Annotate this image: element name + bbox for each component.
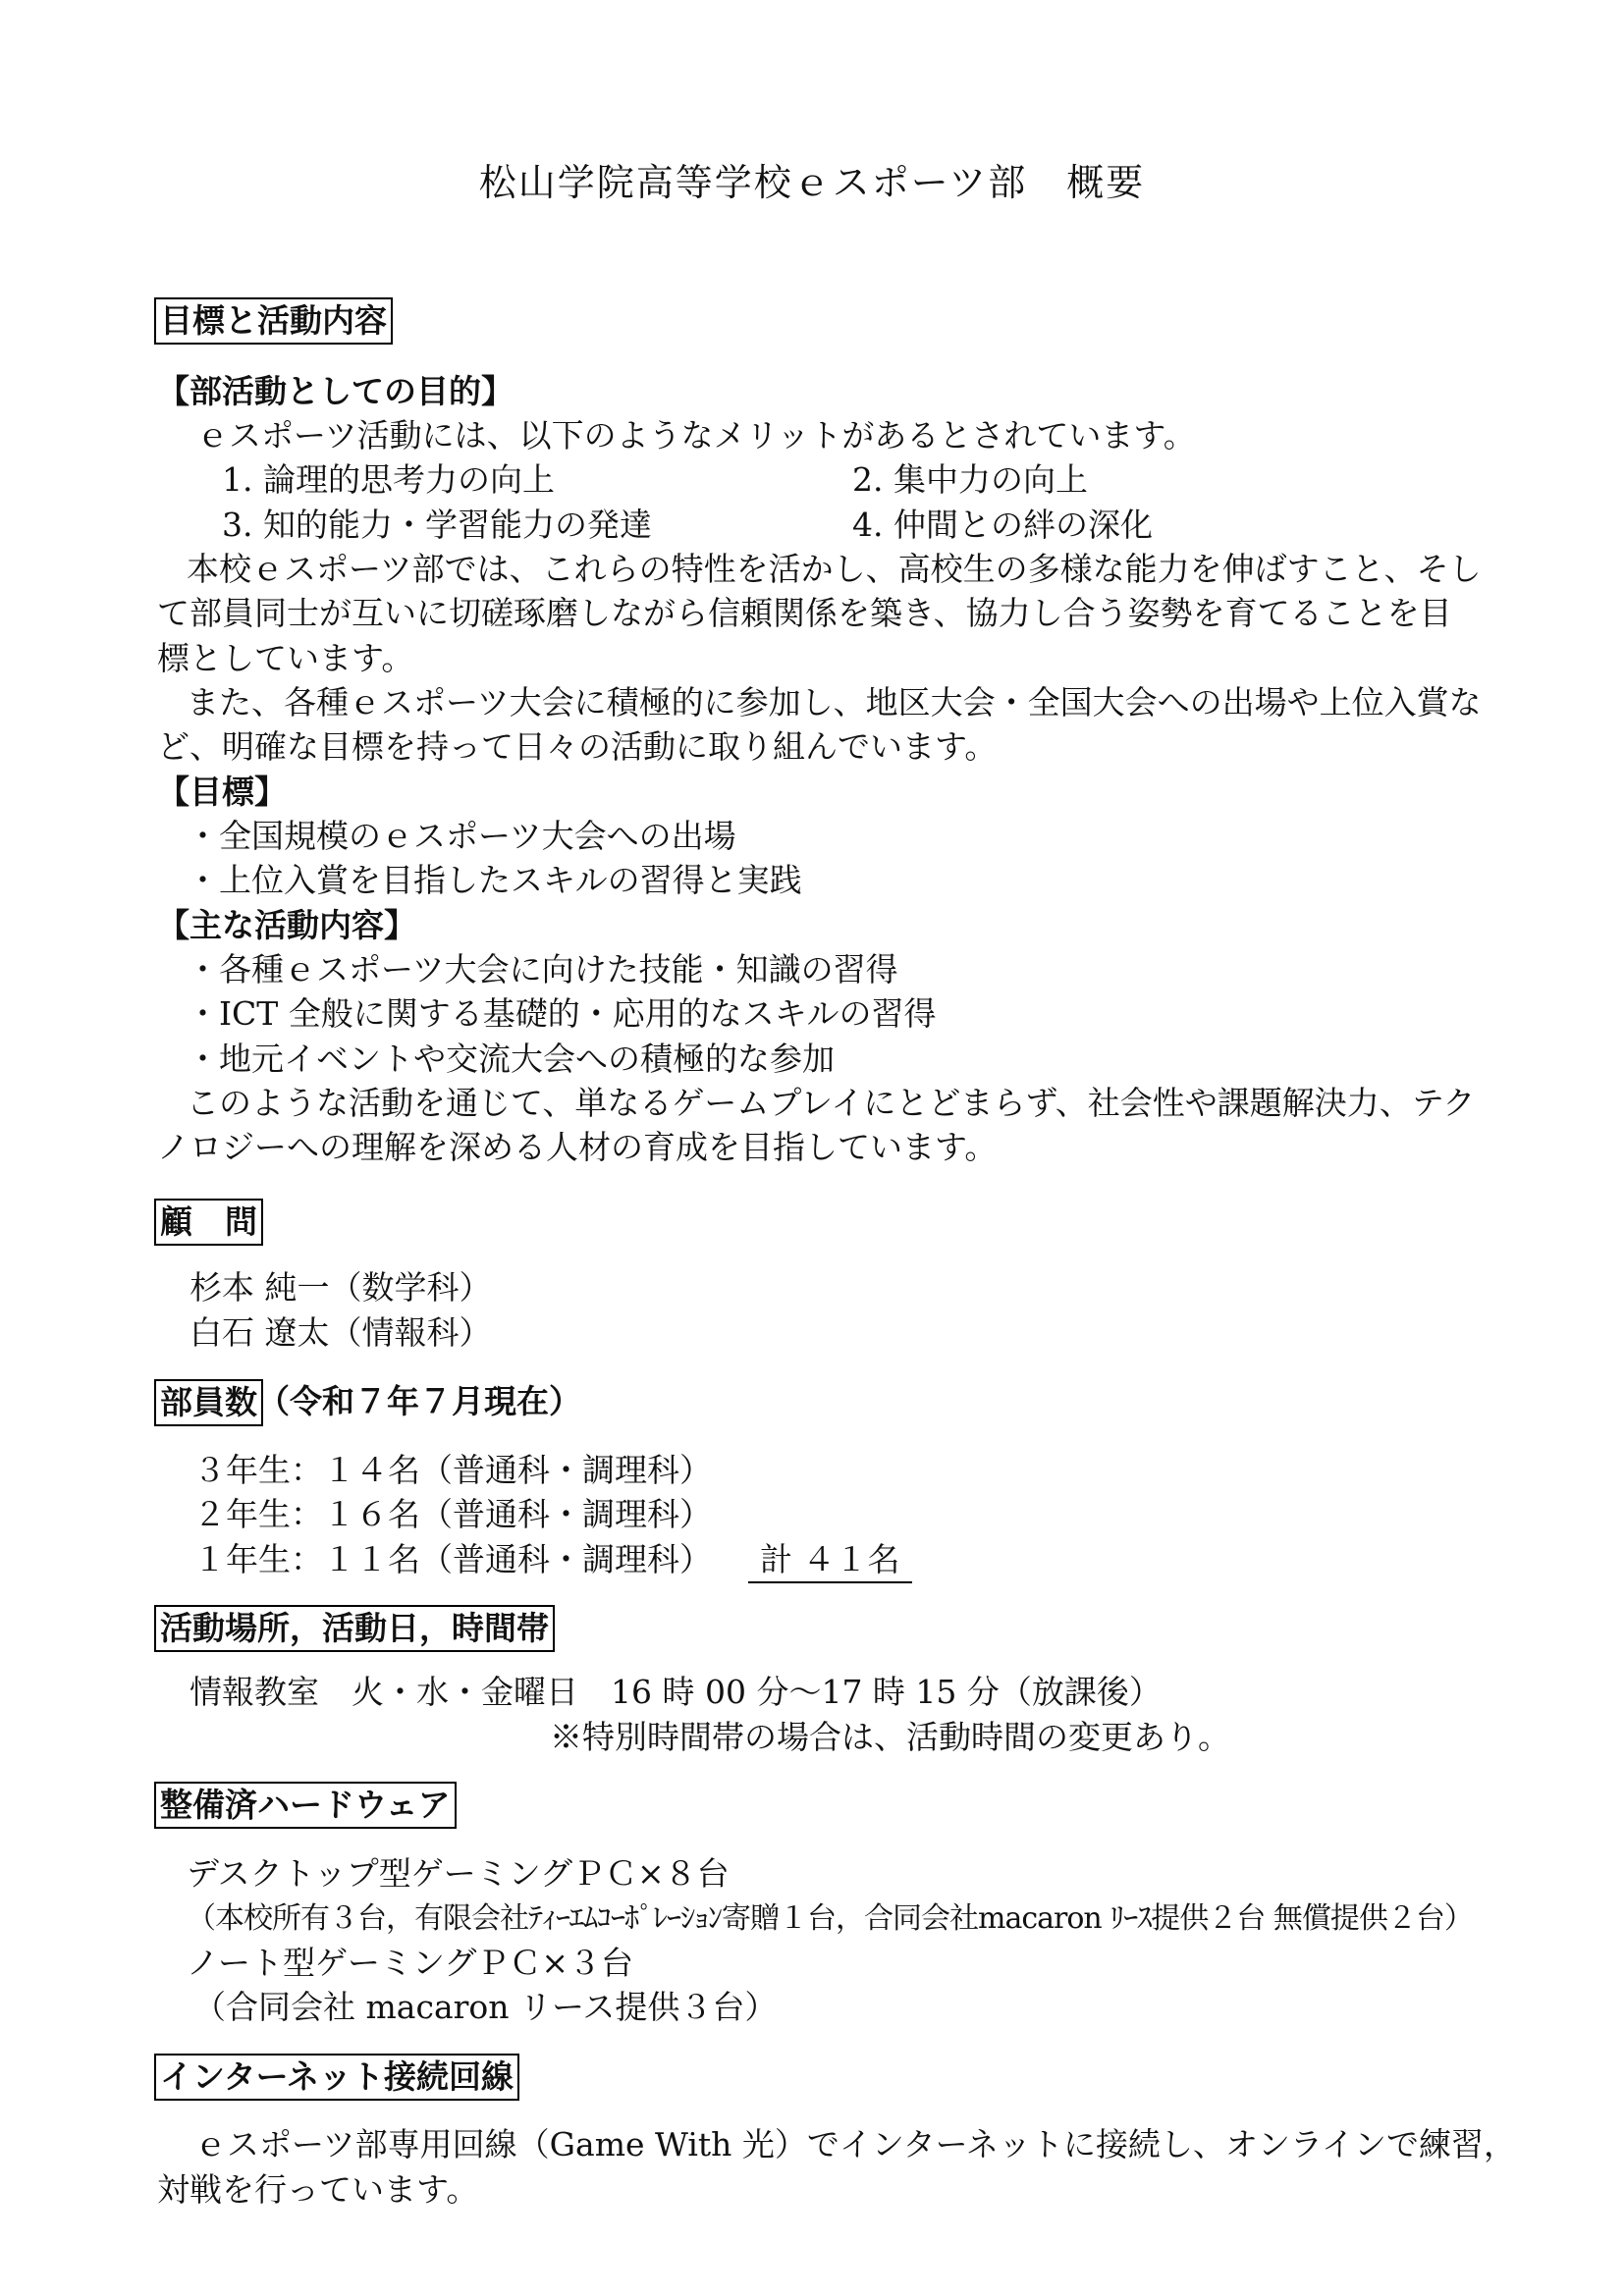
- members-total: 計 ４１名: [748, 1537, 912, 1583]
- target-heading: 【目標】: [157, 773, 287, 811]
- merit-item: 4. 仲間との絆の深化: [852, 506, 1153, 544]
- hardware-line: ノート型ゲーミングＰＣ×３台: [187, 1944, 634, 1982]
- internet-line: ｅスポーツ部専用回線（Game With 光）でインターネットに接続し、オンラインで練習，: [194, 2125, 1516, 2163]
- activity-item: ・地元イベントや交流大会への積極的な参加: [187, 1040, 835, 1078]
- activity-item: ・各種ｅスポーツ大会に向けた技能・知識の習得: [187, 950, 898, 988]
- internet-line: 対戦を行っています。: [157, 2170, 479, 2209]
- schedule-note: ※特別時間帯の場合は、活動時間の変更あり。: [550, 1718, 1230, 1756]
- paragraph-line: このような活動を通じて、単なるゲームプレイにとどまらず、社会性や課題解決力、テク: [187, 1084, 1476, 1122]
- paragraph-line: 標としています。: [157, 639, 414, 677]
- merit-item: 2. 集中力の向上: [852, 460, 1088, 499]
- paragraph-line: て部員同士が互いに切磋琢磨しながら信頼関係を築き、協力し合う姿勢を育てることを目: [157, 594, 1452, 632]
- member-row: ２年生：１６名（普通科・調理科）: [193, 1495, 712, 1533]
- section-heading-internet: インターネット接続回線: [154, 2054, 519, 2101]
- target-item: ・全国規模のｅスポーツ大会への出場: [187, 817, 736, 855]
- section-heading-advisors: 顧 問: [154, 1199, 263, 1246]
- hardware-line: （合同会社 macaron リース提供３台）: [193, 1988, 778, 2026]
- member-row: １年生：１１名（普通科・調理科）: [193, 1540, 712, 1578]
- section-heading-goals: 目標と活動内容: [154, 297, 393, 345]
- purpose-intro: ｅスポーツ活動には、以下のようなメリットがあるとされています。: [196, 416, 1196, 454]
- merit-item: 1. 論理的思考力の向上: [222, 460, 555, 499]
- advisor-name: 白石 遼太（情報科）: [189, 1313, 492, 1352]
- schedule-line: 情報教室 火・水・金曜日 16 時 00 分～17 時 15 分（放課後）: [189, 1673, 1162, 1711]
- paragraph-line: また、各種ｅスポーツ大会に積極的に参加し、地区大会・全国大会への出場や上位入賞な: [187, 683, 1482, 721]
- section-heading-members: 部員数: [154, 1379, 263, 1426]
- member-row: ３年生：１４名（普通科・調理科）: [193, 1451, 712, 1489]
- paragraph-line: 本校ｅスポーツ部では、これらの特性を活かし、高校生の多様な能力を伸ばすこと、そし: [187, 550, 1482, 588]
- hardware-line: （本校所有３台，有限会社ﾃｨｰｴﾑｺｰﾎﾟﾚｰｼｮﾝ寄贈１台，合同会社macaron ﾘｰｽ提供２台 無償提供２台）: [187, 1901, 1473, 1936]
- target-item: ・上位入賞を目指したスキルの習得と実践: [187, 861, 802, 899]
- page-title: 松山学院高等学校ｅスポーツ部 概要: [478, 161, 1146, 204]
- section-heading-schedule: 活動場所，活動日，時間帯: [154, 1605, 555, 1652]
- section-heading-hardware: 整備済ハードウェア: [154, 1782, 457, 1829]
- activities-heading: 【主な活動内容】: [157, 906, 416, 944]
- hardware-line: デスクトップ型ゲーミングＰＣ×８台: [187, 1854, 730, 1893]
- activity-item: ・ICT 全般に関する基礎的・応用的なスキルの習得: [187, 994, 937, 1033]
- advisor-name: 杉本 純一（数学科）: [189, 1268, 492, 1307]
- members-as-of: （令和７年７月現在）: [257, 1382, 581, 1420]
- purpose-heading: 【部活動としての目的】: [157, 372, 514, 410]
- merit-item: 3. 知的能力・学習能力の発達: [222, 506, 652, 544]
- paragraph-line: ど、明確な目標を持って日々の活動に取り組んでいます。: [157, 727, 998, 766]
- paragraph-line: ノロジーへの理解を深める人材の育成を目指しています。: [157, 1128, 998, 1166]
